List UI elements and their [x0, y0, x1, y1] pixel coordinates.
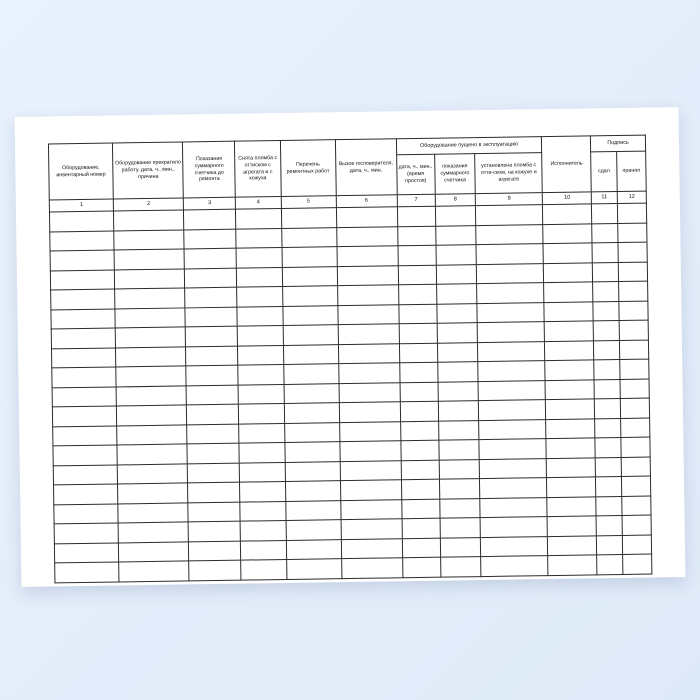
table-cell[interactable] [399, 343, 438, 363]
table-cell[interactable] [339, 421, 400, 441]
col-number-2: 2 [113, 198, 184, 211]
equipment-log-table [48, 135, 652, 583]
table-cell[interactable] [339, 441, 400, 461]
table-cell[interactable] [50, 250, 114, 270]
table-cell[interactable] [185, 287, 237, 307]
table-cell[interactable] [115, 307, 186, 328]
table-cell[interactable] [477, 283, 545, 303]
table-cell[interactable] [622, 535, 651, 555]
table-cell[interactable] [189, 521, 241, 541]
table-cell[interactable] [544, 282, 593, 302]
table-cell[interactable] [283, 344, 338, 364]
col-number-5: 5 [281, 196, 336, 209]
table-cell[interactable] [240, 481, 286, 501]
table-cell[interactable] [286, 539, 341, 559]
table-cell[interactable] [336, 226, 397, 246]
col-header-5: Перечень ремонтных работ [280, 140, 336, 197]
table-cell[interactable] [283, 325, 338, 345]
table-cell[interactable] [186, 365, 238, 385]
table-cell[interactable] [185, 248, 237, 268]
table-cell[interactable] [53, 445, 117, 465]
table-cell[interactable] [546, 418, 595, 438]
table-cell[interactable] [51, 308, 115, 328]
table-cell[interactable] [543, 204, 592, 224]
table-cell[interactable] [337, 304, 398, 324]
table-cell[interactable] [547, 477, 596, 497]
table-cell[interactable] [397, 206, 436, 226]
table-cell[interactable] [51, 289, 115, 309]
table-cell[interactable] [188, 482, 240, 502]
table-cell[interactable] [481, 536, 549, 556]
table-cell[interactable] [436, 245, 477, 265]
table-cell[interactable] [398, 245, 437, 265]
table-cell[interactable] [400, 382, 439, 402]
col-header-11: сдал [591, 152, 617, 192]
table-cell[interactable] [241, 559, 287, 579]
table-cell[interactable] [622, 496, 651, 516]
table-cell[interactable] [337, 246, 398, 266]
table-cell[interactable] [439, 479, 480, 499]
table-cell[interactable] [118, 483, 189, 504]
table-cell[interactable] [593, 282, 619, 302]
table-cell[interactable] [285, 461, 340, 481]
table-cell[interactable] [618, 242, 647, 262]
table-cell[interactable] [114, 229, 185, 250]
table-cell[interactable] [241, 540, 287, 560]
table-cell[interactable] [116, 366, 187, 387]
group-header-commissioned: Оборудование пущено в эксплуатацию [396, 137, 542, 155]
table-cell[interactable] [479, 439, 547, 459]
table-cell[interactable] [286, 559, 341, 579]
table-cell[interactable] [336, 207, 397, 227]
table-cell[interactable] [440, 537, 481, 557]
table-cell[interactable] [440, 518, 481, 538]
table-cell[interactable] [239, 403, 285, 423]
col-number-9: 9 [475, 193, 542, 206]
table-cell[interactable] [184, 229, 236, 249]
table-cell[interactable] [54, 523, 118, 543]
table-cell[interactable] [400, 440, 439, 460]
table-cell[interactable] [621, 437, 650, 457]
table-cell[interactable] [620, 359, 649, 379]
col-number-10: 10 [543, 192, 592, 205]
table-cell[interactable] [595, 437, 621, 457]
table-cell[interactable] [478, 341, 546, 361]
table-cell[interactable] [341, 519, 402, 539]
table-cell[interactable] [543, 243, 592, 263]
table-cell[interactable] [53, 464, 117, 484]
table-cell[interactable] [620, 398, 649, 418]
group-header-signature: Подпись [590, 135, 645, 152]
table-cell[interactable] [189, 541, 241, 561]
table-cell[interactable] [546, 438, 595, 458]
col-header-12: принял [617, 151, 647, 191]
table-header [48, 135, 646, 212]
table-cell[interactable] [592, 262, 618, 282]
table-cell[interactable] [237, 286, 283, 306]
table-cell[interactable] [237, 325, 283, 345]
table-cell[interactable] [341, 538, 402, 558]
table-cell[interactable] [544, 301, 593, 321]
table-cell[interactable] [284, 383, 339, 403]
table-cell[interactable] [402, 557, 441, 577]
col-number-8: 8 [435, 194, 476, 207]
table-cell[interactable] [54, 542, 118, 562]
table-cell[interactable] [478, 380, 546, 400]
table-cell[interactable] [545, 321, 594, 341]
table-cell[interactable] [401, 499, 440, 519]
table-cell[interactable] [116, 385, 187, 406]
table-cell[interactable] [52, 406, 116, 426]
table-cell[interactable] [189, 560, 241, 580]
col-number-11: 11 [591, 192, 617, 204]
paper-sheet [15, 107, 686, 587]
table-cell[interactable] [398, 284, 437, 304]
table-cell[interactable] [545, 360, 594, 380]
table-cell[interactable] [239, 462, 285, 482]
table-cell[interactable] [437, 342, 478, 362]
col-number-6: 6 [336, 195, 397, 208]
table-cell[interactable] [118, 502, 189, 523]
table-cell[interactable] [437, 303, 478, 323]
table-cell[interactable] [236, 248, 282, 268]
table-cell[interactable] [240, 520, 286, 540]
table-cell[interactable] [237, 267, 283, 287]
table-cell[interactable] [620, 379, 649, 399]
table-cell[interactable] [340, 499, 401, 519]
table-cell[interactable] [282, 247, 337, 267]
table-cell[interactable] [240, 501, 286, 521]
table-cell[interactable] [238, 364, 284, 384]
table-cell[interactable] [187, 443, 239, 463]
table-cell[interactable] [436, 264, 477, 284]
col-number-4: 4 [235, 197, 281, 210]
table-cell[interactable] [594, 340, 620, 360]
table-cell[interactable] [51, 347, 115, 367]
table-cell[interactable] [286, 520, 341, 540]
table-cell[interactable] [436, 225, 477, 245]
table-cell[interactable] [239, 423, 285, 443]
table-cell[interactable] [621, 418, 650, 438]
table-cell[interactable] [54, 484, 118, 504]
table-cell[interactable] [546, 399, 595, 419]
table-cell[interactable] [398, 304, 437, 324]
table-cell[interactable] [593, 301, 619, 321]
table-cell[interactable] [597, 554, 623, 574]
table-cell[interactable] [50, 269, 114, 289]
table-cell[interactable] [480, 517, 548, 537]
table-cell[interactable] [440, 498, 481, 518]
table-cell[interactable] [476, 205, 544, 225]
table-cell[interactable] [478, 361, 546, 381]
table-cell[interactable] [340, 480, 401, 500]
table-cell[interactable] [116, 405, 187, 426]
table-cell[interactable] [118, 522, 189, 543]
table-cell[interactable] [621, 476, 650, 496]
table-cell[interactable] [622, 515, 651, 535]
table-cell[interactable] [184, 209, 236, 229]
table-cell[interactable] [117, 463, 188, 484]
table-cell[interactable] [592, 223, 618, 243]
table-cell[interactable] [402, 538, 441, 558]
table-cell[interactable] [401, 460, 440, 480]
table-cell[interactable] [547, 457, 596, 477]
table-cell[interactable] [282, 266, 337, 286]
table-cell[interactable] [281, 227, 336, 247]
table-cell[interactable] [440, 557, 481, 577]
table-cell[interactable] [341, 558, 402, 578]
table-cell[interactable] [596, 515, 622, 535]
col-header-2: Оборудование прекратило работу, дата, ч., мин., причина [113, 142, 184, 199]
col-number-3: 3 [184, 197, 236, 210]
table-cell[interactable] [285, 442, 340, 462]
col-header-10: Исполнитель [542, 136, 591, 193]
table-cell[interactable] [282, 286, 337, 306]
table-cell[interactable] [618, 223, 647, 243]
table-cell[interactable] [479, 400, 547, 420]
table-cell[interactable] [50, 230, 114, 250]
col-header-1: Оборудование, инвентарный номер [48, 143, 113, 200]
table-cell[interactable] [438, 401, 479, 421]
table-cell[interactable] [117, 424, 188, 445]
table-cell[interactable] [480, 478, 548, 498]
table-cell[interactable] [53, 425, 117, 445]
table-cell[interactable] [547, 496, 596, 516]
table-cell[interactable] [596, 476, 622, 496]
table-body [49, 203, 651, 582]
sheet-content [48, 135, 652, 560]
table-cell[interactable] [397, 226, 436, 246]
table-cell[interactable] [236, 209, 282, 229]
table-cell[interactable] [285, 481, 340, 501]
table-cell[interactable] [477, 302, 545, 322]
col-header-3: Показания суммарного счетчика до ремонта [183, 141, 236, 198]
table-cell[interactable] [439, 440, 480, 460]
col-number-1: 1 [49, 199, 113, 212]
table-cell[interactable] [619, 320, 648, 340]
table-cell[interactable] [239, 442, 285, 462]
col-header-8: показания суммарного счетчика [435, 154, 476, 195]
table-cell[interactable] [595, 418, 621, 438]
table-cell[interactable] [187, 385, 239, 405]
table-cell[interactable] [545, 379, 594, 399]
table-cell[interactable] [435, 206, 476, 226]
table-cell[interactable] [595, 457, 621, 477]
table-cell[interactable] [187, 424, 239, 444]
col-header-9: установлена пломба с отти-ском, на кожухе и агрегате [475, 153, 543, 194]
table-cell[interactable] [339, 382, 400, 402]
table-cell[interactable] [545, 340, 594, 360]
table-cell[interactable] [543, 223, 592, 243]
table-cell[interactable] [476, 263, 544, 283]
table-cell[interactable] [49, 211, 113, 231]
table-cell[interactable] [283, 364, 338, 384]
table-cell[interactable] [284, 422, 339, 442]
table-cell[interactable] [439, 459, 480, 479]
table-cell[interactable] [115, 288, 186, 309]
table-cell[interactable] [52, 367, 116, 387]
table-cell[interactable] [238, 384, 284, 404]
table-cell[interactable] [284, 403, 339, 423]
table-cell[interactable] [51, 328, 115, 348]
table-cell[interactable] [618, 262, 647, 282]
table-cell[interactable] [619, 301, 648, 321]
table-cell[interactable] [185, 307, 237, 327]
table-cell[interactable] [114, 268, 185, 289]
table-cell[interactable] [481, 556, 549, 576]
table-cell[interactable] [115, 327, 186, 348]
table-cell[interactable] [477, 322, 545, 342]
table-cell[interactable] [188, 502, 240, 522]
table-cell[interactable] [621, 457, 650, 477]
table-cell[interactable] [119, 541, 190, 562]
table-cell[interactable] [338, 324, 399, 344]
table-cell[interactable] [54, 503, 118, 523]
table-cell[interactable] [337, 265, 398, 285]
table-cell[interactable] [55, 562, 119, 582]
table-cell[interactable] [338, 343, 399, 363]
table-cell[interactable] [285, 500, 340, 520]
table-cell[interactable] [548, 535, 597, 555]
table-cell[interactable] [548, 555, 597, 575]
table-cell[interactable] [116, 346, 187, 367]
table-cell[interactable] [52, 386, 116, 406]
table-cell[interactable] [437, 323, 478, 343]
table-cell[interactable] [114, 249, 185, 270]
table-cell[interactable] [400, 401, 439, 421]
table-cell[interactable] [188, 463, 240, 483]
col-header-7: дата, ч., мин., (время простоя) [396, 154, 435, 195]
table-cell[interactable] [438, 381, 479, 401]
table-cell[interactable] [593, 321, 619, 341]
table-cell[interactable] [339, 402, 400, 422]
table-cell[interactable] [596, 496, 622, 516]
table-cell[interactable] [402, 518, 441, 538]
col-header-6: Вызов госповерителя, дата, ч., мин. [335, 139, 397, 196]
table-cell[interactable] [596, 535, 622, 555]
table-cell[interactable] [398, 265, 437, 285]
table-cell[interactable] [338, 363, 399, 383]
table-cell[interactable] [400, 421, 439, 441]
col-number-7: 7 [397, 194, 435, 207]
table-cell[interactable] [399, 362, 438, 382]
table-cell[interactable] [547, 516, 596, 536]
table-cell[interactable] [619, 340, 648, 360]
table-cell[interactable] [337, 285, 398, 305]
table-cell[interactable] [594, 379, 620, 399]
table-cell[interactable] [476, 224, 544, 244]
table-cell[interactable] [119, 561, 190, 582]
table-cell[interactable] [594, 398, 620, 418]
table-cell[interactable] [185, 268, 237, 288]
table-cell[interactable] [186, 346, 238, 366]
table-cell[interactable] [187, 404, 239, 424]
table-cell[interactable] [544, 262, 593, 282]
table-cell[interactable] [591, 204, 617, 224]
table-cell[interactable] [340, 460, 401, 480]
col-number-12: 12 [617, 191, 646, 203]
table-cell[interactable] [117, 444, 188, 465]
table-cell[interactable] [238, 345, 284, 365]
table-cell[interactable] [479, 458, 547, 478]
table-cell[interactable] [623, 554, 652, 574]
table-cell[interactable] [476, 244, 544, 264]
table-cell[interactable] [438, 362, 479, 382]
table-cell[interactable] [438, 420, 479, 440]
table-cell[interactable] [236, 228, 282, 248]
table-cell[interactable] [399, 323, 438, 343]
header-row-top [48, 135, 645, 160]
table-cell[interactable] [618, 281, 647, 301]
table-cell[interactable] [186, 326, 238, 346]
table-cell[interactable] [283, 305, 338, 325]
table-cell[interactable] [401, 479, 440, 499]
table-cell[interactable] [592, 243, 618, 263]
table-cell[interactable] [281, 208, 336, 228]
table-cell[interactable] [480, 497, 548, 517]
table-cell[interactable] [617, 203, 646, 223]
table-cell[interactable] [114, 210, 185, 231]
table-cell[interactable] [436, 284, 477, 304]
table-cell[interactable] [594, 360, 620, 380]
table-cell[interactable] [237, 306, 283, 326]
col-header-4: Снята пломба с оттиском с агрегата и с кожуха [235, 141, 281, 198]
table-cell[interactable] [479, 419, 547, 439]
